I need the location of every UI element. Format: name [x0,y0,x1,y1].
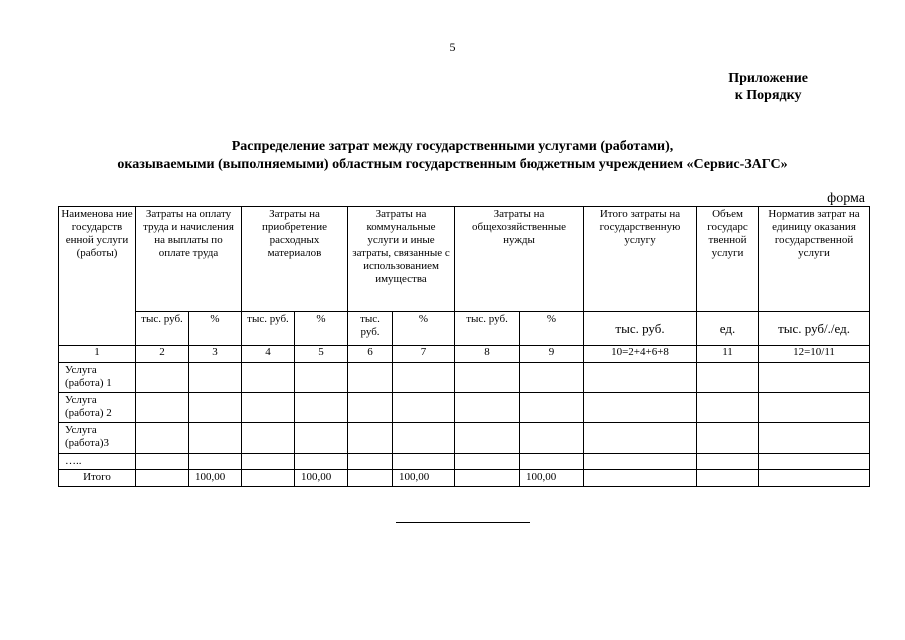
service-name-cell: ….. [59,454,136,470]
unit-thousand-rub: тыс. руб. [348,312,393,346]
page-number: 5 [449,40,456,54]
cost-distribution-table [58,206,870,487]
form-label: форма [827,191,865,206]
title-line-1: Распределение затрат между государственными услугами (работами), [231,139,674,154]
column-numbers-row [59,346,870,363]
appendix-line-2: к Порядку [734,88,802,103]
title-line-2: оказываемыми (выполняемыми) областным государственным бюджетным учреждением «Сервис-ЗАГС» [117,157,788,172]
service-name-cell: Услуга (работа) 2 [59,393,136,423]
column-number: 5 [295,346,348,363]
labor-percent-total: 100,00 [189,470,242,487]
column-number: 9 [520,346,584,363]
utilities-percent-total: 100,00 [393,470,455,487]
table-row [59,423,870,454]
column-number: 11 [697,346,759,363]
column-number: 1 [59,346,136,363]
column-number: 10=2+4+6+8 [584,346,697,363]
unit-thousand-rub: тыс. руб. [455,312,520,346]
general-percent-total: 100,00 [520,470,584,487]
unit-norm: тыс. руб/./ед. [759,312,870,346]
column-number: 4 [242,346,295,363]
unit-thousand-rub: тыс. руб. [242,312,295,346]
header-materials-costs: Затраты на приобретение расходных материалов [242,207,348,312]
total-row [59,470,870,487]
document-title [0,138,905,174]
column-number: 2 [136,346,189,363]
unit-percent: % [189,312,242,346]
column-number: 3 [189,346,242,363]
total-label: Итого [59,470,136,487]
table-row [59,393,870,423]
header-labor-costs: Затраты на оплату труда и начисления на выплаты по оплате труда [136,207,242,312]
service-name-cell: Услуга (работа)3 [59,423,136,454]
unit-volume: ед. [697,312,759,346]
unit-percent: % [393,312,455,346]
materials-percent-total: 100,00 [295,470,348,487]
unit-total-thousand-rub: тыс. руб. [584,312,697,346]
column-number: 7 [393,346,455,363]
unit-thousand-rub: тыс. руб. [136,312,189,346]
table-row [59,454,870,470]
column-number: 8 [455,346,520,363]
appendix-line-1: Приложение [728,71,808,86]
header-cost-norm: Норматив затрат на единицу оказания государственной услуги [759,207,870,312]
header-utilities-costs: Затраты на коммунальные услуги и иные затраты, связанные с использованием имущества [348,207,455,312]
column-number: 6 [348,346,393,363]
header-general-costs: Затраты на общехозяйственные нужды [455,207,584,312]
column-number: 12=10/11 [759,346,870,363]
units-row [59,312,870,346]
unit-percent: % [295,312,348,346]
table-row [59,363,870,393]
header-service-volume: Объем государс твенной услуги [697,207,759,312]
appendix-note [728,70,808,104]
header-service-name: Наименова ние государств енной услуги (работы) [59,207,136,346]
bottom-divider-line [396,522,530,523]
header-total-costs: Итого затраты на государственную услугу [584,207,697,312]
unit-percent: % [520,312,584,346]
header-row [59,207,870,312]
service-name-cell: Услуга (работа) 1 [59,363,136,393]
